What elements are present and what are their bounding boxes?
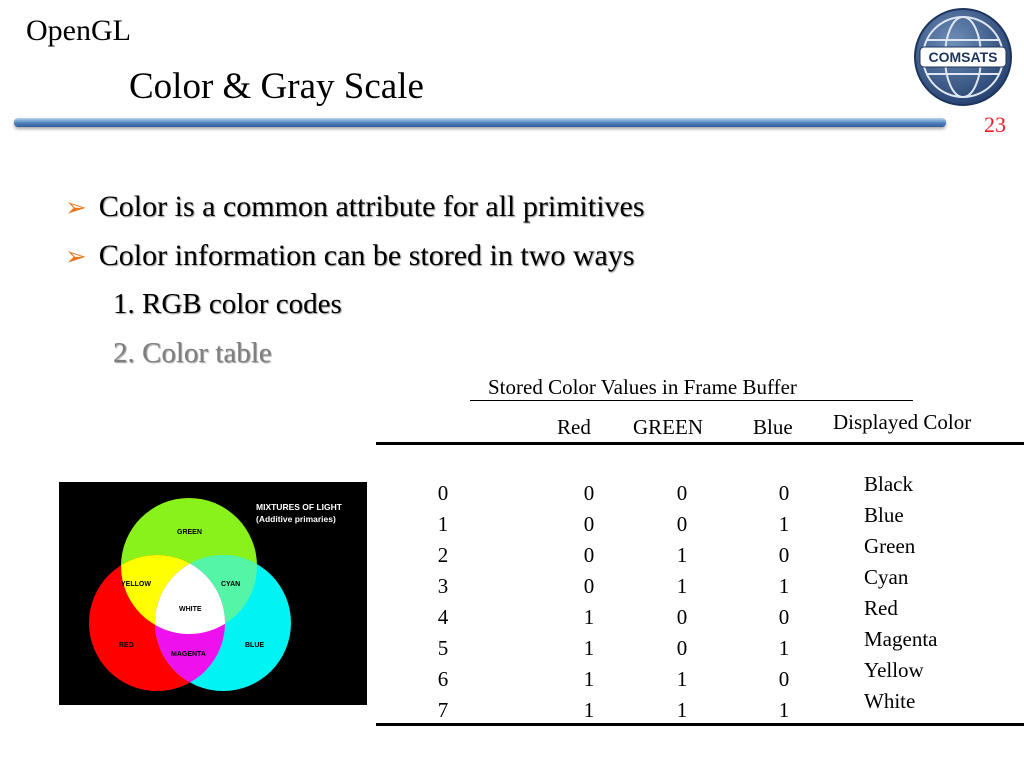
table-cell-index: 7 xyxy=(437,698,449,722)
table-cell-index: 1 xyxy=(437,512,449,536)
slide-title: Color & Gray Scale xyxy=(129,66,424,107)
table-cell-index: 4 xyxy=(437,605,449,629)
table-cell-red: 0 xyxy=(583,512,595,536)
label-green: GREEN xyxy=(177,529,202,536)
table-cell-red: 1 xyxy=(583,698,595,722)
table-top-rule xyxy=(376,442,1024,445)
table-cell-blue: 1 xyxy=(778,512,790,536)
table-cell-green: 1 xyxy=(676,667,688,691)
page-number: 23 xyxy=(984,112,1006,137)
label-blue: BLUE xyxy=(245,642,265,649)
table-cell-index: 3 xyxy=(437,574,449,598)
table-cell-color-name: Blue xyxy=(864,503,904,527)
table-cell-blue: 0 xyxy=(778,667,790,691)
bullet-text: Color is a common attribute for all primitives xyxy=(98,190,645,223)
additive-color-mixing-image xyxy=(59,482,367,705)
blue-value-column xyxy=(766,478,802,726)
table-cell-index: 2 xyxy=(437,543,449,567)
table-cell-blue: 1 xyxy=(778,636,790,660)
column-header-green: GREEN xyxy=(633,415,703,439)
table-cell-green: 0 xyxy=(676,512,688,536)
figure-subtitle: (Additive primaries) xyxy=(256,514,336,524)
table-cell-blue: 0 xyxy=(778,605,790,629)
bullet-text: Color information can be stored in two ways xyxy=(98,239,635,272)
figure-title: MIXTURES OF LIGHT xyxy=(256,502,342,512)
table-cell-color-name: White xyxy=(864,689,916,713)
table-cell-green: 0 xyxy=(676,605,688,629)
table-cell-color-name: Cyan xyxy=(864,565,909,589)
table-cell-green: 1 xyxy=(676,698,688,722)
column-header-blue: Blue xyxy=(753,415,793,439)
arrow-bullet-icon: ➢ xyxy=(65,242,87,271)
arrow-bullet-icon: ➢ xyxy=(65,193,87,222)
column-header-red: Red xyxy=(557,415,591,439)
displayed-color-column xyxy=(864,469,937,717)
table-cell-red: 1 xyxy=(583,667,595,691)
table-caption: Stored Color Values in Frame Buffer xyxy=(488,375,797,399)
table-cell-red: 0 xyxy=(583,481,595,505)
table-cell-green: 1 xyxy=(676,543,688,567)
label-white: WHITE xyxy=(179,606,202,613)
table-cell-red: 0 xyxy=(583,574,595,598)
table-cell-index: 5 xyxy=(437,636,449,660)
table-cell-color-name: Green xyxy=(864,534,916,558)
table-cell-blue: 0 xyxy=(778,481,790,505)
table-cell-red: 0 xyxy=(583,543,595,567)
table-cell-red: 1 xyxy=(583,605,595,629)
table-cell-blue: 0 xyxy=(778,543,790,567)
comsats-logo xyxy=(912,6,1014,108)
table-cell-color-name: Magenta xyxy=(864,627,938,651)
table-cell-green: 0 xyxy=(676,481,688,505)
table-cell-index: 6 xyxy=(437,667,449,691)
table-cell-blue: 1 xyxy=(778,698,790,722)
table-bottom-rule xyxy=(376,723,1024,726)
red-value-column xyxy=(571,478,607,726)
numbered-item: 2. Color table xyxy=(113,337,272,369)
caption-rule xyxy=(470,400,913,401)
column-header-displayed-color: Displayed Color xyxy=(833,410,972,434)
table-cell-blue: 1 xyxy=(778,574,790,598)
table-cell-color-name: Black xyxy=(864,472,913,496)
label-magenta: MAGENTA xyxy=(171,651,206,658)
svg-text:COMSATS: COMSATS xyxy=(928,49,998,65)
label-yellow: YELLOW xyxy=(121,581,151,588)
green-value-column xyxy=(664,478,700,726)
index-column xyxy=(425,478,461,726)
label-cyan: CYAN xyxy=(221,581,241,588)
label-red: RED xyxy=(119,642,134,649)
table-cell-green: 0 xyxy=(676,636,688,660)
title-underline-bar xyxy=(14,118,946,127)
table-cell-red: 1 xyxy=(583,636,595,660)
numbered-item: 1. RGB color codes xyxy=(113,288,342,320)
table-cell-color-name: Yellow xyxy=(864,658,924,682)
header-label: OpenGL xyxy=(26,14,131,47)
table-cell-index: 0 xyxy=(437,481,449,505)
bullet-item xyxy=(65,190,645,224)
table-cell-color-name: Red xyxy=(864,596,898,620)
table-cell-green: 1 xyxy=(676,574,688,598)
bullet-item xyxy=(65,239,635,273)
